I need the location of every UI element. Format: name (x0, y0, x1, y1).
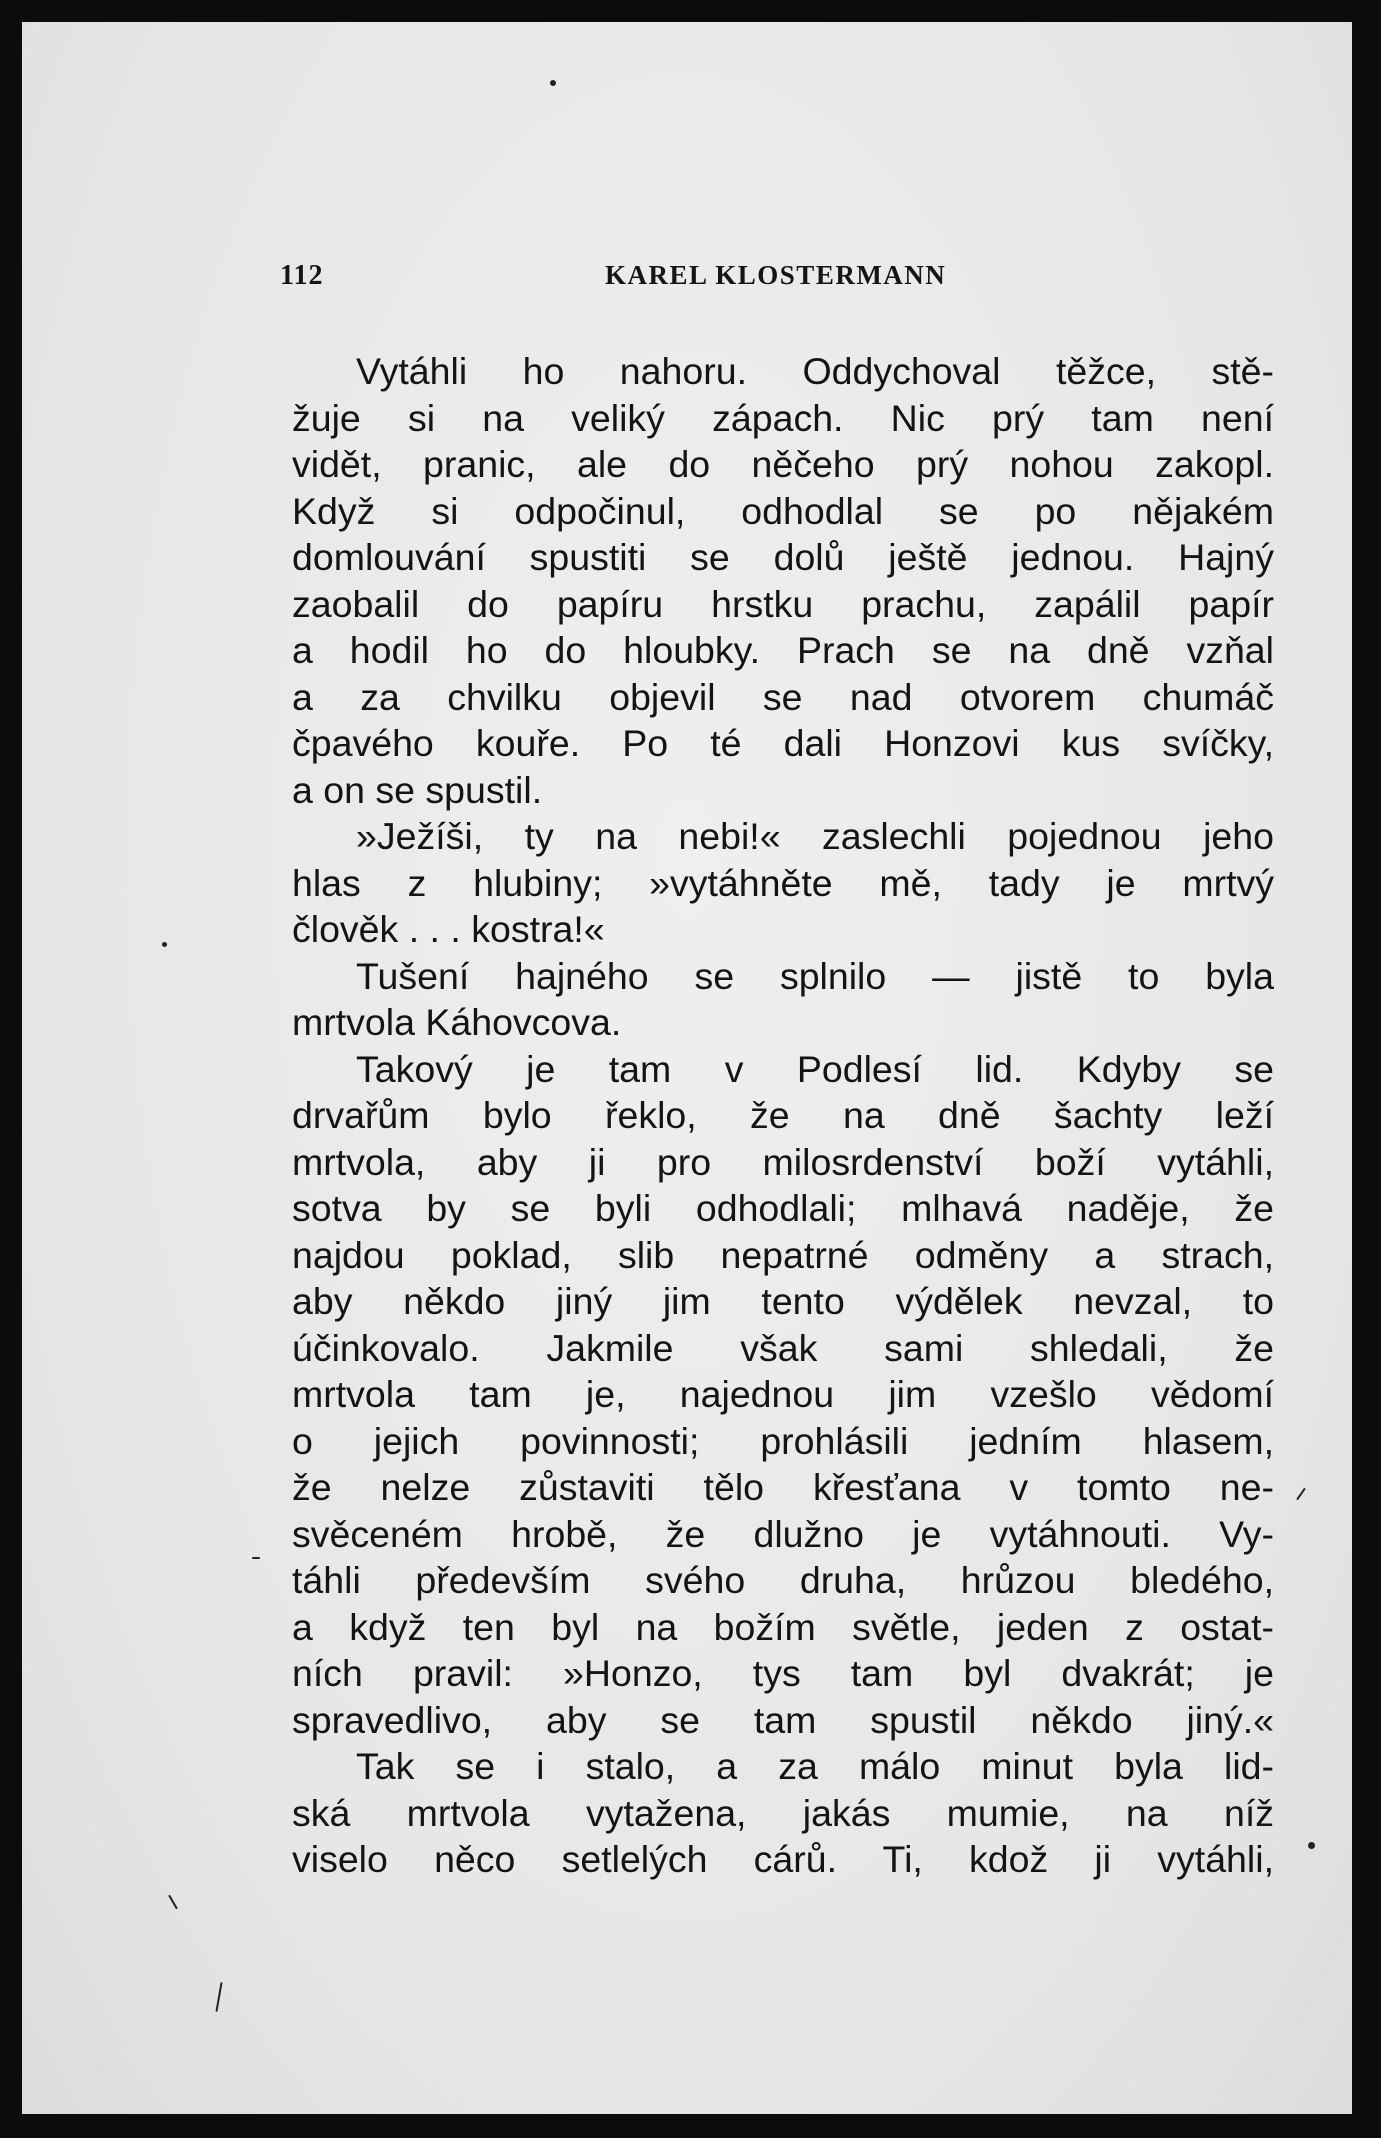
text-line: a za chvilku objevil se nad otvorem chumáč (292, 675, 1274, 718)
text-line: Tak se i stalo, a za málo minut byla lid- (356, 1745, 1274, 1787)
page-number: 112 (280, 260, 324, 291)
text-line: ních pravil: »Honzo, tys tam byl dvakrát; je (292, 1652, 1274, 1694)
text-line: spravedlivo, aby se tam spustil někdo jiný.« (292, 1698, 1274, 1741)
text-line: žuje si na veliký zápach. Nic prý tam není (292, 396, 1274, 439)
page-header (280, 260, 990, 300)
text-line: »Ježíši, ty na nebi!« zaslechli pojednou jeho (356, 815, 1274, 857)
text-line: o jejich povinnosti; prohlásili jedním hlasem, (292, 1419, 1274, 1462)
running-head: KAREL KLOSTERMANN (605, 260, 947, 290)
text-line: najdou poklad, slib nepatrné odměny a strach, (292, 1233, 1274, 1276)
text-line: mrtvola, aby ji pro milosrdenství boží vytáhli, (292, 1140, 1274, 1183)
text-line: a hodil ho do hloubky. Prach se na dně vzňal (292, 629, 1274, 671)
text-line: ská mrtvola vytažena, jakás mumie, na níž (292, 1791, 1274, 1834)
text-line: zaobalil do papíru hrstku prachu, zapálil papír (292, 582, 1274, 625)
text-line: sotva by se byli odhodlali; mlhavá naděje, že (292, 1187, 1274, 1229)
text-line: účinkovalo. Jakmile však sami shledali, že (292, 1326, 1274, 1369)
scan-speck (550, 80, 556, 86)
text-line: mrtvola tam je, najednou jim vzešlo vědomí (292, 1373, 1274, 1415)
text-line: vidět, pranic, ale do něčeho prý nohou zakopl. (292, 443, 1274, 485)
text-line: a když ten byl na božím světle, jeden z ostat- (292, 1605, 1274, 1648)
scan-speck (215, 1982, 222, 2012)
scan-speck (162, 942, 167, 947)
text-line: a on se spustil. (292, 768, 543, 811)
scan-speck (1296, 1488, 1306, 1501)
scan-speck (168, 1895, 178, 1910)
text-line: svěceném hrobě, že dlužno je vytáhnouti. Vy- (292, 1512, 1274, 1555)
text-line: mrtvola Káhovcova. (292, 1001, 622, 1043)
scan-speck (1308, 1842, 1315, 1849)
text-line: viselo něco setlelých cárů. Ti, kdož ji vytáhli, (292, 1838, 1274, 1880)
text-line: čpavého kouře. Po té dali Honzovi kus svíčky, (292, 722, 1274, 764)
text-line: že nelze zůstaviti tělo křesťana v tomto ne- (292, 1466, 1274, 1508)
text-line: Tušení hajného se splnilo — jistě to byla (356, 954, 1274, 997)
text-line: Takový je tam v Podlesí lid. Kdyby se (356, 1047, 1274, 1090)
text-line: drvařům bylo řeklo, že na dně šachty leží (292, 1094, 1274, 1136)
text-line: člověk . . . kostra!« (292, 908, 605, 950)
book-page (22, 22, 1352, 2114)
text-line: aby někdo jiný jim tento výdělek nevzal, to (292, 1280, 1274, 1322)
text-line: hlas z hlubiny; »vytáhněte mě, tady je mrtvý (292, 861, 1274, 904)
text-line: Když si odpočinul, odhodlal se po nějakém (292, 489, 1274, 532)
text-line: Vytáhli ho nahoru. Oddychoval těžce, stě- (356, 350, 1274, 392)
text-line: domlouvání spustiti se dolů ještě jednou. Hajný (292, 536, 1274, 578)
text-line: táhli především svého druha, hrůzou bledého, (292, 1559, 1274, 1601)
scan-speck (252, 1557, 260, 1559)
body-text (292, 348, 1274, 1883)
